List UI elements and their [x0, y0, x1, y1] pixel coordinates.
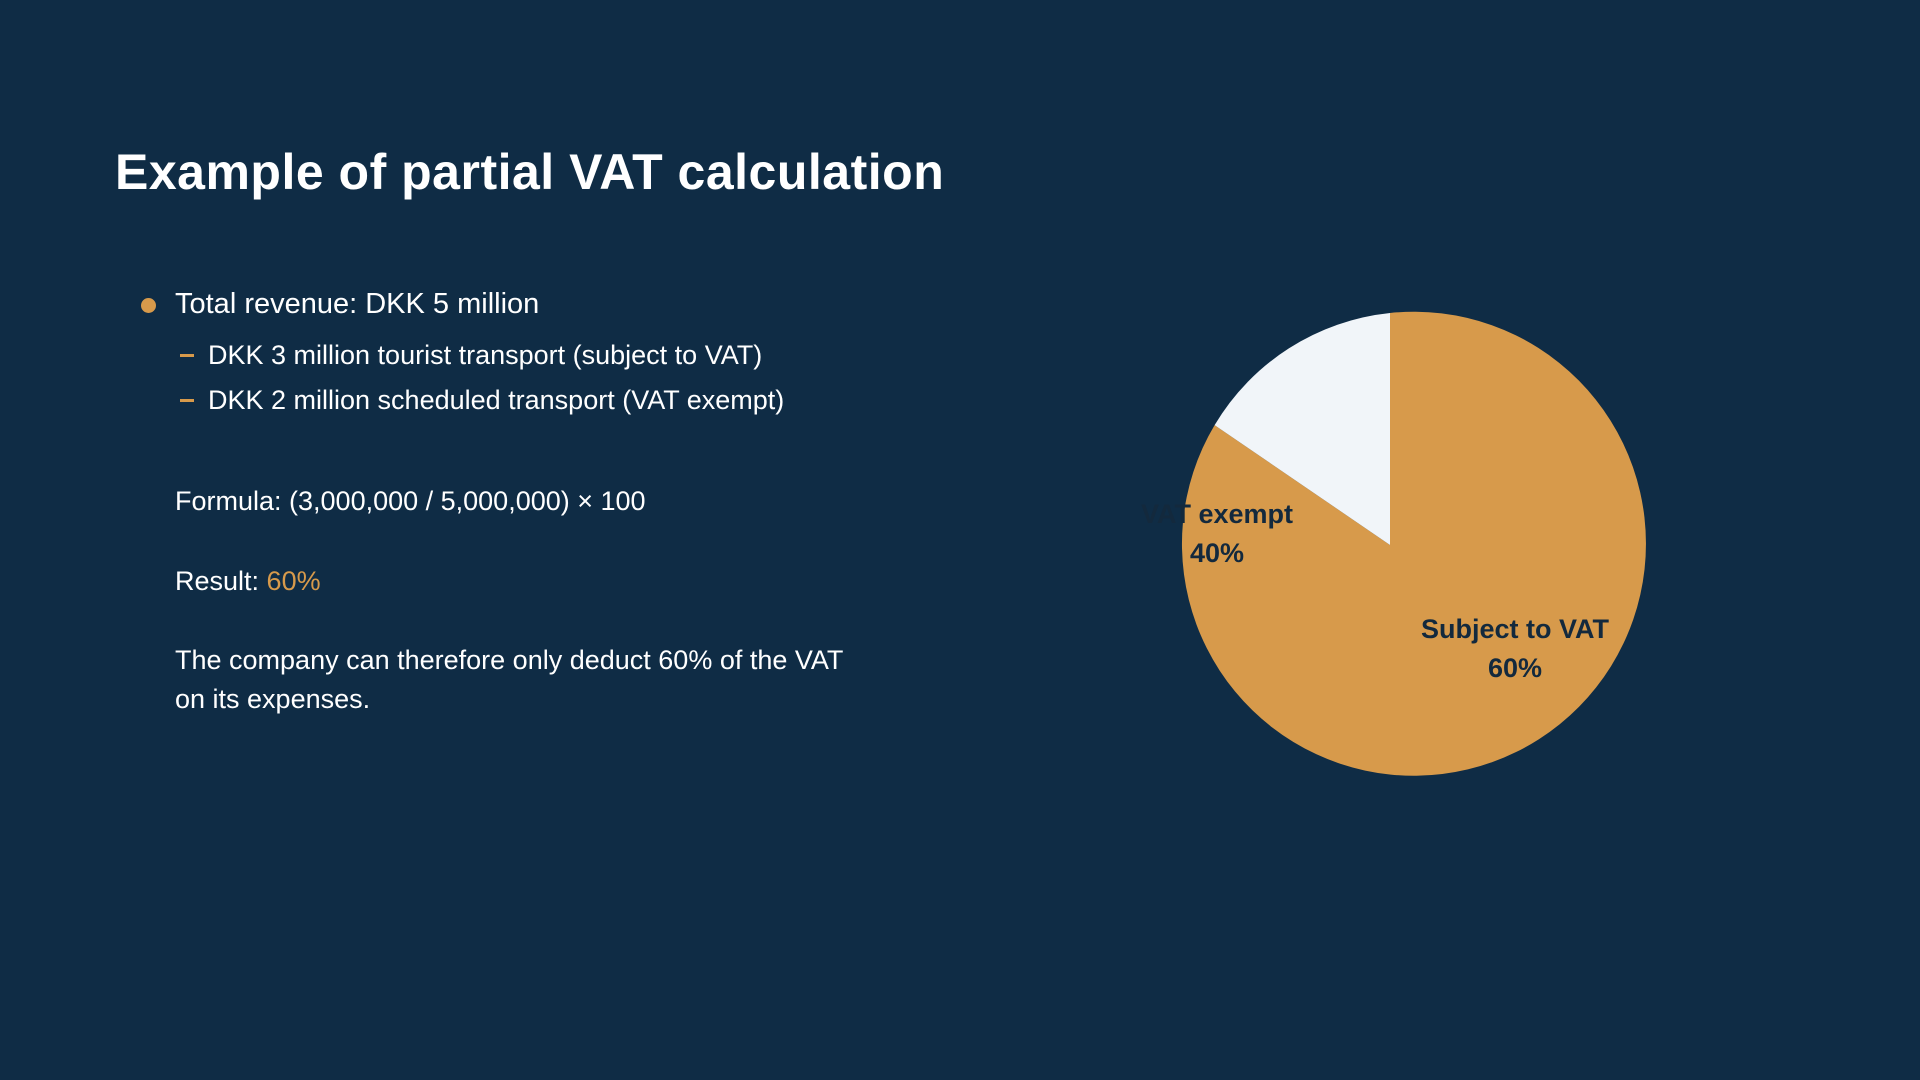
pie-label-vat-exempt-name: VAT exempt — [1140, 499, 1294, 529]
formula-text: Formula: (3,000,000 / 5,000,000) × 100 — [175, 486, 646, 517]
pie-label-subject-to-vat-name: Subject to VAT — [1421, 614, 1609, 644]
note-text: The company can therefore only deduct 60% of the VAT on its expenses. — [175, 644, 843, 714]
dash-bullet-icon — [180, 399, 194, 402]
pie-chart — [1100, 255, 1680, 835]
dash-bullet-icon — [180, 354, 194, 357]
result-label: Result: — [175, 565, 267, 596]
list-item-label: Total revenue: DKK 5 million — [175, 288, 540, 320]
content-column — [130, 285, 1010, 719]
list-item — [130, 336, 1010, 375]
bullet-dot-icon — [141, 298, 156, 313]
pie-label-vat-exempt-percent: 40% — [1189, 538, 1245, 569]
list-item-label: DKK 3 million tourist transport (subject to VAT) — [208, 340, 763, 371]
list-item — [130, 285, 1010, 324]
result-value: 60% — [266, 565, 321, 596]
pie-label-subject-to-vat — [1390, 610, 1640, 688]
list-item-label: DKK 2 million scheduled transport (VAT exempt) — [208, 385, 785, 416]
result-line — [175, 562, 1010, 601]
list-item — [130, 381, 1010, 420]
page-title: Example of partial VAT calculation — [115, 144, 945, 200]
pie-label-subject-to-vat-percent: 60% — [1487, 653, 1543, 684]
pie-label-vat-exempt — [1112, 495, 1322, 573]
